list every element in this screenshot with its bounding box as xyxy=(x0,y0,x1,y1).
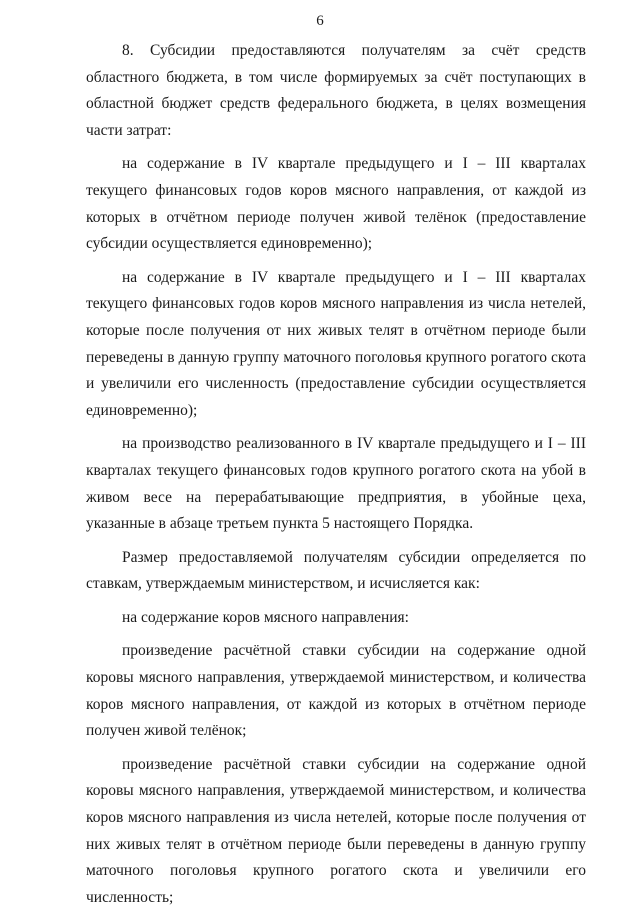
paragraph-item-8: 8. Субсидии предоставляются получателям за счёт средств областного бюджета, в том числе формируемых за счёт поступающих в областной бюджет средств федерального бюджета, в целях возмещения части затрат: xyxy=(86,42,586,139)
paragraph-subsidy-size: Размер предоставляемой получателям субсидии определяется по ставкам, утверждаемым министерством, и исчисляется как: xyxy=(86,548,586,593)
document-body xyxy=(86,38,586,911)
paragraph-rate-calf: произведение расчётной ставки субсидии на содержание одной коровы мясного направления, утверждаемой министерством, и количества коров мясного направления, от каждой из которых в отчётном периоде получен живой телёнок; xyxy=(86,642,586,740)
paragraph-cows-with-calf: на содержание в IV квартале предыдущего и I – III кварталах текущего финансовых годов коров мясного направления, от каждой из которых в отчётном периоде получен живой телёнок (предоставление субсидии осуществляется единовременно); xyxy=(86,155,586,253)
paragraph-cattle-slaughter: на производство реализованного в IV квартале предыдущего и I – III кварталах текущего финансовых годов крупного рогатого скота на убой в живом весе на перерабатывающие предприятия, в убойные цеха, указанные в абзаце третьем пункта 5 настоящего Порядка. xyxy=(86,435,586,533)
paragraph-cows-maintenance: на содержание коров мясного направления: xyxy=(122,608,409,626)
paragraph-cows-from-heifers: на содержание в IV квартале предыдущего и I – III кварталах текущего финансовых годов коров мясного направления из числа нетелей, которые после получения от них живых телят в отчётном периоде были переведены в данную группу маточного поголовья крупного рогатого скота и увеличили его численность (предоставление субсидии осуществляется единовременно); xyxy=(86,268,586,419)
paragraph-rate-heifers: произведение расчётной ставки субсидии на содержание одной коровы мясного направления, утверждаемой министерством, и количества коров мясного направления из числа нетелей, которые после получения от них живых телят в отчётном периоде были переведены в данную группу маточного поголовья крупного рогатого скота и увеличили его численность; xyxy=(86,755,586,906)
page-number: 6 xyxy=(316,13,324,29)
